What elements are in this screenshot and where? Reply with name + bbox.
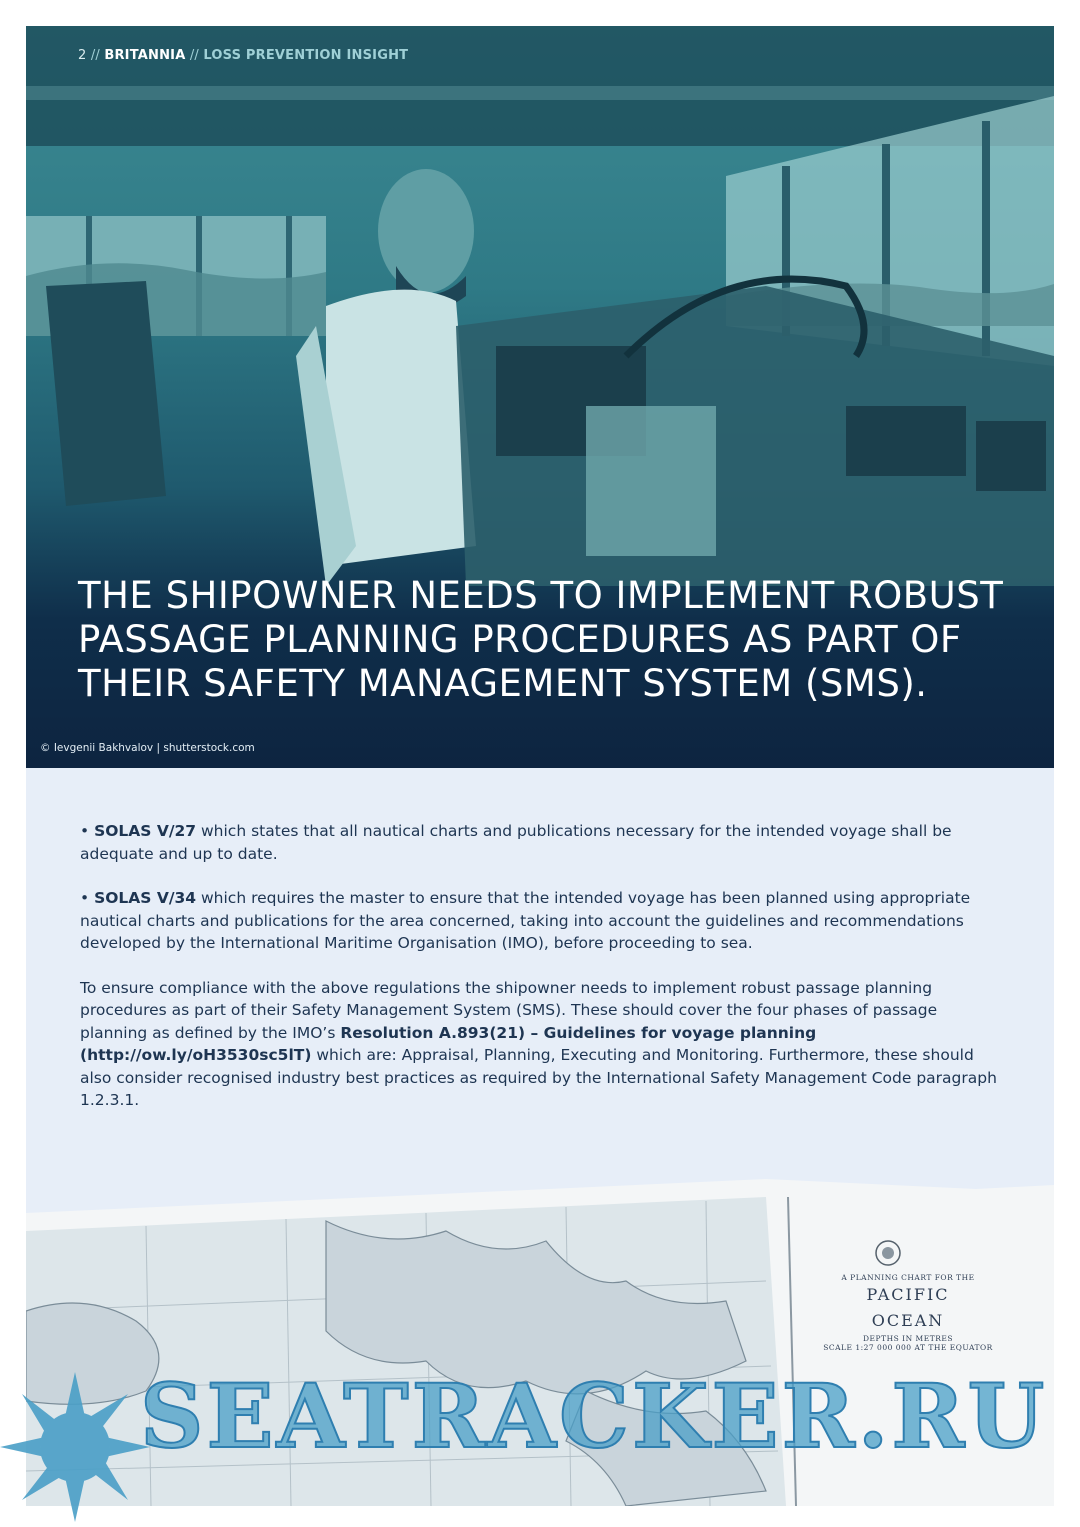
brand-name: BRITANNIA <box>104 48 186 63</box>
regulation-reference: SOLAS V/34 <box>94 889 197 907</box>
chart-caption: A PLANNING CHART FOR THE <box>841 1273 975 1282</box>
sun-burst-logo-icon <box>0 1372 150 1522</box>
chart-title-line: PACIFIC <box>866 1285 950 1304</box>
paragraph-text: which are: Appraisal, Planning, Executing and Monitoring. Furthermore, these should also consider recognised industry best practices as required by the International Safety Management Code paragraph 1.2.3.1. <box>80 1046 997 1109</box>
hero-headline: THE SHIPOWNER NEEDS TO IMPLEMENT ROBUST PASSAGE PLANNING PROCEDURES AS PART OF THEIR SAFETY MANAGEMENT SYSTEM (SMS). <box>78 574 1004 705</box>
bullet-text: which requires the master to ensure that the intended voyage has been planned using appropriate nautical charts and publications for the area concerned, taking into account the guidelines and recommendations developed by the International Maritime Organisation (IMO), before proceeding to sea. <box>80 889 971 952</box>
hero-banner <box>26 26 1054 768</box>
header-separator: // <box>90 48 100 63</box>
section-name: LOSS PREVENTION INSIGHT <box>203 48 409 63</box>
compliance-paragraph <box>80 977 1000 1112</box>
chart-title-line: OCEAN <box>871 1311 945 1330</box>
page <box>26 26 1054 1506</box>
page-number: 2 <box>78 48 87 63</box>
bullet-text: which states that all nautical charts and publications necessary for the intended voyage shall be adequate and up to date. <box>80 822 952 863</box>
header-separator: // <box>189 48 199 63</box>
chart-caption: DEPTHS IN METRES <box>863 1334 953 1343</box>
chart-caption: SCALE 1:27 000 000 AT THE EQUATOR <box>823 1343 993 1352</box>
resolution-link[interactable]: Resolution A.893(21) – Guidelines for voyage planning (http://ow.ly/oH3530sc5lT) <box>80 1023 817 1064</box>
regulation-reference: SOLAS V/27 <box>94 822 197 840</box>
running-header <box>78 48 408 63</box>
chart-cartouche <box>808 1273 1008 1352</box>
bullet-solas-v27 <box>80 820 1000 865</box>
article-body <box>80 820 1000 1134</box>
watermark: SEATRACKER.RU <box>140 1364 1048 1468</box>
bullet-marker: • <box>80 822 95 840</box>
paragraph-text: To ensure compliance with the above regulations the shipowner needs to implement robust passage planning procedures as part of their Safety Management System (SMS). These should cover the four phases of passage planning as defined by the IMO’s <box>80 978 938 1042</box>
photo-credit: © Ievgenii Bakhvalov | shutterstock.com <box>40 742 255 754</box>
bullet-marker: • <box>80 889 95 907</box>
bullet-solas-v34 <box>80 887 1000 955</box>
